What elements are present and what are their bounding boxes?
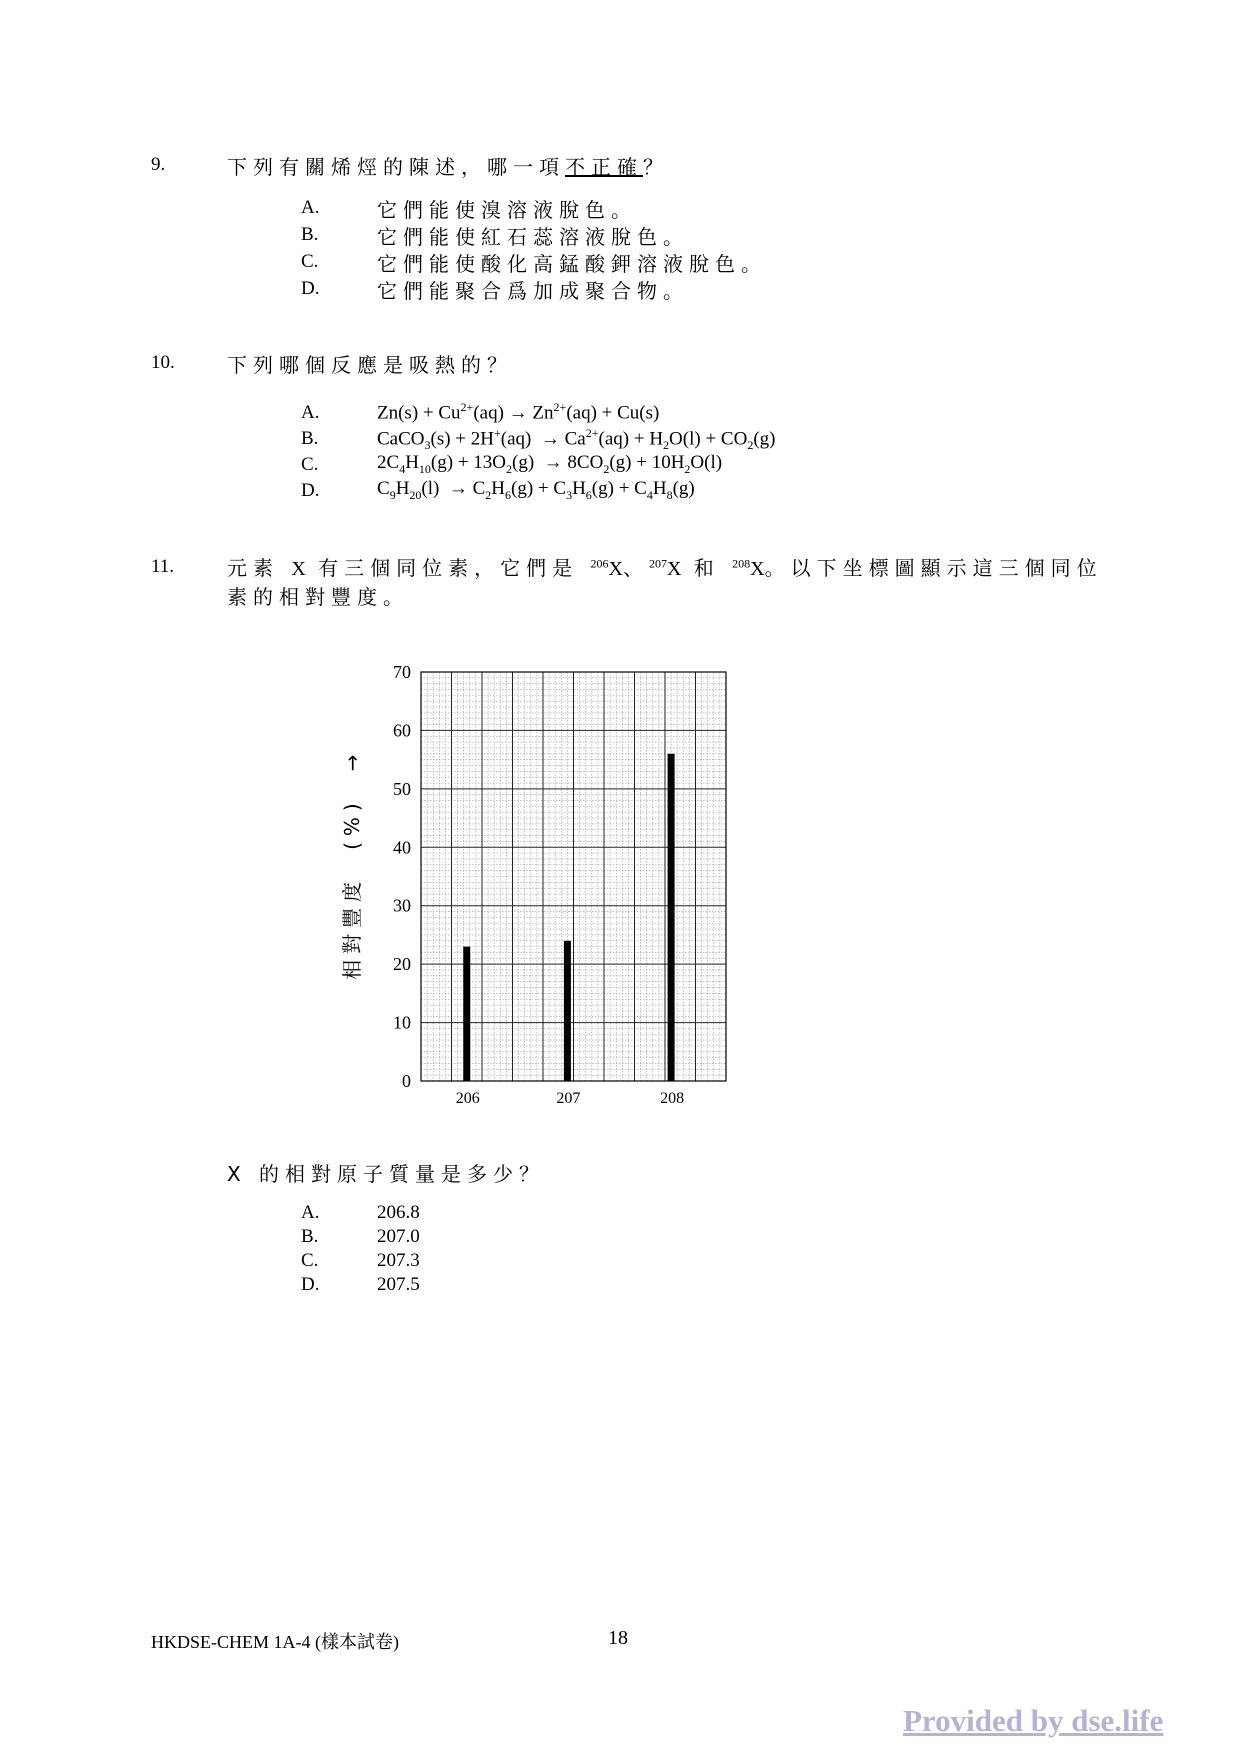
q11-stem-part2: 有三個同位素，它們是	[318, 556, 579, 580]
q10-option-b-equation: CaCO$_3$(s) + $2H^+(aq) \to Ca^{2+}(aq) + H_2O(l) + CO_2(g)$	[377, 426, 776, 453]
q11-option-b-value: 207.0	[377, 1226, 420, 1247]
y-tick-label-60: 60	[393, 720, 411, 741]
q11-stem-line2: 素的相對豐度。	[227, 585, 409, 609]
q9-option-b-text: 它們能使紅石蕊溶液脫色。	[377, 225, 689, 249]
isotope-207	[649, 558, 681, 580]
q9-stem-post: ？	[643, 155, 669, 179]
q11-number: 11.	[151, 556, 175, 577]
y-tick-label-10: 10	[393, 1012, 411, 1033]
q10-option-b-label: B.	[301, 428, 319, 449]
q11-option-a-value: 206.8	[377, 1202, 420, 1223]
x-tick-label-207: 207	[556, 1090, 581, 1107]
q9-stem	[227, 151, 669, 180]
q9-option-c-label: C.	[301, 251, 319, 272]
q11-option-c-value: 207.3	[377, 1250, 420, 1271]
y-tick-label-30: 30	[393, 895, 411, 916]
q11-stem-part3: 。以下坐標圖顯示這三個同位	[764, 556, 1103, 580]
isotope-abundance-chart	[330, 650, 750, 1130]
q10-option-d-label: D.	[301, 480, 320, 501]
q11-stem-part1: 元素	[227, 556, 279, 580]
x-tick-label-208: 208	[660, 1090, 685, 1107]
q10-option-c-equation: $2C_4H_{10}(g) + 13O_2(g) \to 8CO_2(g) + 10H_2O(l)$	[377, 452, 723, 476]
isotope-208-symbol: X	[750, 558, 765, 580]
x-tick-label-206: 206	[455, 1090, 480, 1107]
q9-option-a-label: A.	[301, 197, 320, 218]
isotope-208	[732, 558, 764, 580]
q9-stem-pre: 下列有關烯烴的陳述，哪一項	[227, 155, 565, 179]
isotope-207-mass: 207	[648, 556, 667, 571]
isotope-207-symbol: X	[666, 558, 682, 580]
q11-element-x: X	[291, 558, 306, 580]
q10-option-a-equation: $Zn(s) + Cu^{2+}(aq) \to Zn^{2+}(aq) + Cu(s)$	[377, 400, 660, 424]
q10-option-a-label: A.	[301, 402, 320, 423]
q11-stem-line1	[227, 552, 1103, 581]
q9-number: 9.	[151, 154, 166, 175]
bar-207	[564, 941, 571, 1081]
q9-stem-emphasis: 不正確	[565, 155, 643, 179]
chart-x-ticks	[456, 1090, 684, 1107]
q11-conjunction: 和	[693, 556, 720, 580]
q11-option-b-label: B.	[301, 1226, 319, 1247]
q11-separator: 、	[622, 556, 649, 580]
isotope-206	[591, 558, 623, 580]
y-tick-label-20: 20	[393, 954, 411, 975]
page-number: 18	[608, 1627, 628, 1649]
isotope-208-mass: 208	[732, 556, 751, 571]
q9-option-c-text: 它們能使酸化高錳酸鉀溶液脫色。	[377, 252, 767, 276]
y-tick-label-70: 70	[393, 662, 411, 682]
y-tick-label-0: 0	[402, 1071, 411, 1091]
q11-option-c-label: C.	[301, 1250, 319, 1271]
y-tick-label-40: 40	[393, 837, 411, 858]
q10-number: 10.	[151, 352, 175, 373]
q10-option-d-equation: $C_9H_{20}(l) \to C_2H_6(g) + C_3H_6(g) + C_4H_8(g)$	[377, 478, 695, 502]
footer-paper-code: HKDSE-CHEM 1A-4 (樣本試卷)	[151, 1632, 399, 1652]
q11-question: X 的相對原子質量是多少？	[227, 1162, 546, 1186]
isotope-206-mass: 206	[590, 556, 609, 571]
chart-y-ticks	[393, 662, 411, 1091]
y-tick-label-50: 50	[393, 778, 411, 799]
q9-option-d-label: D.	[301, 278, 320, 299]
bar-208	[668, 754, 675, 1081]
q11-option-a-label: A.	[301, 1202, 320, 1223]
q9-option-a-text: 它們能使溴溶液脫色。	[377, 198, 637, 222]
q10-stem: 下列哪個反應是吸熱的？	[227, 353, 513, 377]
watermark-link[interactable]: Provided by dse.life	[903, 1703, 1164, 1738]
q10-option-c-label: C.	[301, 454, 319, 475]
q11-option-d-value: 207.5	[377, 1274, 420, 1295]
isotope-206-symbol: X	[608, 558, 623, 580]
chart-y-axis-label: 相對豐度 (%) →	[340, 748, 364, 980]
bar-206	[463, 947, 470, 1081]
q9-option-b-label: B.	[301, 224, 319, 245]
q11-option-d-label: D.	[301, 1274, 320, 1295]
q9-option-d-text: 它們能聚合爲加成聚合物。	[377, 279, 689, 303]
